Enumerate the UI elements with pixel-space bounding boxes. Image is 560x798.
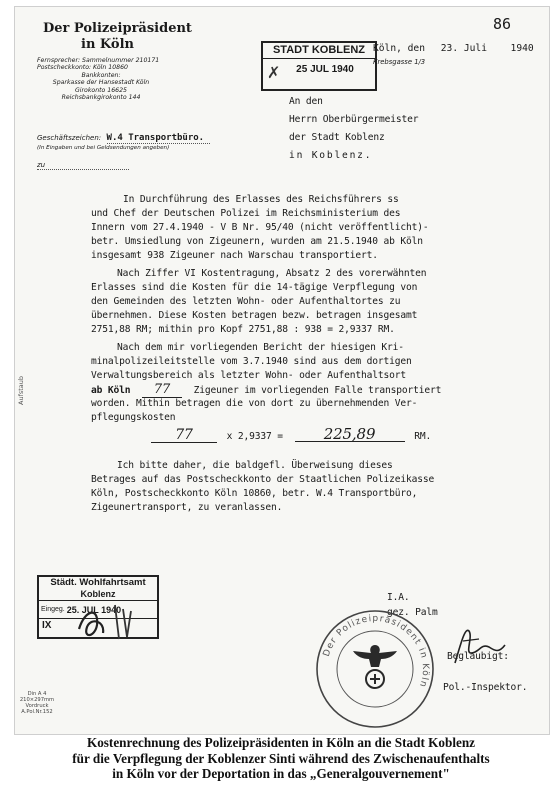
receipt-stamp — [261, 41, 377, 91]
side-mark: Aufstaub — [17, 375, 25, 405]
body-line: Verwaltungsbereich als letzter Wohn- oder Aufenthaltsort — [91, 370, 407, 381]
letterhead-contact — [37, 57, 165, 101]
body-line: Zigeuner im vorliegenden Falle transportiert — [193, 385, 442, 396]
body-line: ab Köln — [91, 385, 131, 396]
signature-name: gez. Palm — [387, 607, 438, 618]
date-line — [373, 43, 534, 54]
contact-line: Girokonto 16625 — [75, 86, 127, 94]
eagle-emblem — [353, 645, 397, 688]
welfare-handwritten-mark — [75, 599, 135, 645]
signature-ia: I.A. — [387, 592, 410, 603]
recipient-line: der Stadt Koblenz — [289, 132, 385, 143]
recipient-line: Herrn Oberbürgermeister — [289, 114, 419, 125]
form-footer-line: 210×297mm — [19, 697, 55, 703]
body-line: Erlasses sind die Kosten für die 14-tägige Verpflegung von — [91, 282, 418, 293]
place-date-label: Köln, den — [373, 43, 425, 54]
handwritten-count-2: 77 — [151, 428, 217, 443]
contact-line: Reichsbankgirokonto 144 — [61, 94, 141, 102]
body-line: 2751,88 RM; mithin pro Kopf 2751,88 : 938 = 2,9337 RM. — [91, 324, 395, 335]
police-seal — [313, 607, 437, 731]
page-number: 86 — [493, 15, 512, 33]
body-line: worden. Mithin betragen die von dort zu übernehmenden Ver- — [91, 398, 418, 409]
receipt-stamp-date: 25 JUL 1940 — [296, 64, 354, 75]
body-line: den Gemeinden des letzten Wohn- oder Aufenthaltortes zu — [91, 296, 401, 307]
body-line: Betrages auf das Postscheckkonto der Staatlichen Polizeikasse — [91, 474, 435, 485]
street: Krebsgasse 1/3 — [373, 58, 426, 66]
caption-line: für die Verpflegung der Koblenzer Sinti während des Zwischenaufenthalts — [72, 750, 490, 766]
welfare-stamp-title: Städt. Wohlfahrtsamt — [50, 577, 146, 588]
body-line: In Durchführung des Erlasses des Reichsführers ss — [123, 194, 399, 205]
welfare-stamp-received: Eingeg. — [41, 606, 65, 613]
letter-year: 1940 — [510, 43, 534, 54]
body-line: Zigeunertransport, zu veranlassen. — [91, 502, 283, 513]
contact-line: Fernsprecher: Sammelnummer 210171 — [37, 57, 160, 64]
welfare-stamp-city: Koblenz — [80, 589, 116, 599]
welfare-stamp-date: 25. JUL 1940 — [66, 604, 122, 615]
body-line: Köln, Postscheckkonto Köln 10860, betr. W.4 Transportbüro, — [91, 488, 418, 499]
body-line: Ich bitte daher, die baldgefl. Überweisung dieses — [117, 460, 393, 471]
form-footer-line: A.Pol.Nr.152 — [21, 709, 53, 715]
body-line: pflegungskosten — [91, 412, 176, 423]
zu-line — [37, 161, 129, 170]
recipient-line: in Koblenz. — [289, 150, 373, 161]
body-line: und Chef der Deutschen Polizei im Reichsministerium des — [91, 208, 401, 219]
signature-beglaubigt: Beglaubigt: — [447, 651, 509, 662]
body-line: x 2,9337 = — [226, 431, 283, 442]
authority-city: in Köln — [81, 37, 134, 52]
caption-line: in Köln vor der Deportation in das „Generalgouvernement" — [112, 766, 450, 781]
receipt-check-mark: ✗ — [267, 63, 281, 82]
body-line: RM. — [414, 431, 432, 442]
letter-body — [91, 193, 541, 515]
body-line: minalpolizeileitstelle vom 3.7.1940 sind aus dem dortigen — [91, 356, 412, 367]
caption-line: Kostenrechnung des Polizeipräsidenten in Köln an die Stadt Koblenz — [86, 735, 476, 750]
body-line: Innern vom 27.4.1940 - V B Nr. 95/40 (nicht veröffentlicht)- — [91, 222, 429, 233]
handwritten-count: 77 — [142, 383, 182, 398]
contact-line: Bankkonten: — [81, 71, 121, 79]
recipient-line: An den — [289, 96, 323, 107]
body-line: Nach Ziffer VI Kostentragung, Absatz 2 des vorerwähnten — [117, 268, 427, 279]
document-caption — [14, 735, 548, 782]
body-line: betr. Umsiedlung von Zigeunern, wurden am 21.5.1940 ab Köln — [91, 236, 423, 247]
handwritten-total: 225,89 — [295, 427, 405, 442]
letter-date: 23. Juli — [440, 43, 487, 54]
body-line: übernehmen. Diese Kosten betragen bezw. betragen insgesamt — [91, 310, 418, 321]
zu-label: zu — [37, 161, 46, 169]
body-line: insgesamt 938 Zigeuner nach Warschau transportiert. — [91, 250, 378, 261]
welfare-stamp-dept: IX — [39, 618, 157, 633]
form-footer-line: Din A 4 — [27, 691, 47, 697]
reference-line — [37, 133, 210, 143]
authority-name: Der Polizeipräsident — [43, 21, 192, 36]
reference-label: Geschäftszeichen: — [37, 134, 102, 142]
handwritten-signature — [449, 623, 509, 667]
signature-title: Pol.-Inspektor. — [443, 682, 528, 693]
reference-value: W.4 Transportbüro. — [107, 133, 211, 144]
receipt-stamp-city: STADT KOBLENZ — [263, 43, 375, 59]
transport-count-line — [91, 383, 541, 397]
body-line: Nach dem mir vorliegenden Bericht der hiesigen Kri- — [117, 342, 404, 353]
calculation-line — [91, 427, 541, 449]
form-footer-line: Vordruck — [25, 703, 49, 709]
document-page — [14, 6, 550, 735]
reference-note: (In Eingaben und bei Geldsendungen angeben) — [37, 145, 170, 151]
seal-text: Der Polizeipräsident in Köln — [321, 613, 431, 690]
contact-line: Postscheckkonto: Köln 10860 — [37, 64, 128, 72]
form-footer — [17, 691, 57, 715]
recipient-block — [289, 93, 418, 165]
contact-line: Sparkasse der Hansestadt Köln — [52, 79, 150, 87]
